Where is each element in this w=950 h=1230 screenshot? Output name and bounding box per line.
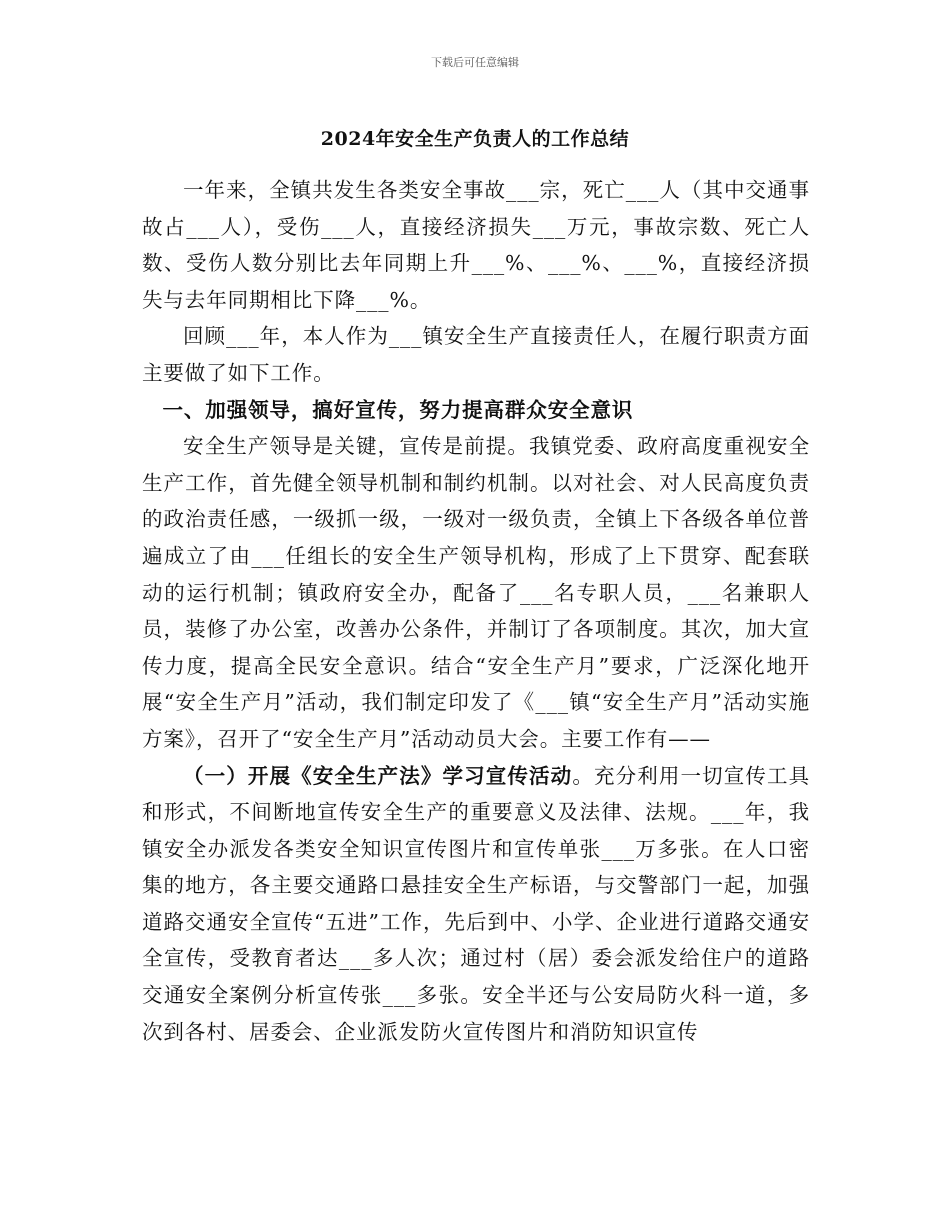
subsection-1-text: 。充分利用一切宣传工具和形式，不间断地宣传安全生产的重要意义及法律、法规。___年，我镇安全办派发各类安全知识宣传图片和宣传单张___万多张。在人口密集的地方，各主要交通路口悬挂安全生产标语，与交警部门一起，加强道路交通安全宣传“五进”工作，先后到中、小学、企业进行道路交通安全宣传，受教育者达___多人次；通过村（居）委会派发给住户的道路交通安全案例分析宣传张___多张。安全半还与公安局防火科一道，多次到各村、居委会、企业派发防火宣传图片和消防知识宣传 [142,763,810,1044]
subsection-heading-1: （一）开展《安全生产法》学习宣传活动 [183,763,573,788]
document-title: 2024年安全生产负责人的工作总结 [320,128,630,150]
paragraph-accident-summary: 一年来，全镇共发生各类安全事故___宗，死亡___人（其中交通事故占___人），受伤___人，直接经济损失___万元，事故宗数、死亡人数、受伤人数分别比去年同期上升___%、___%、___%，直接经济损失与去年同期相比下降___%。 [142,178,810,312]
paragraph-safety-law-activity [142,758,810,1051]
document-body [142,172,810,1050]
paragraph-review-intro: 回顾___年，本人作为___镇安全生产直接责任人，在履行职责方面主要做了如下工作。 [142,324,810,385]
paragraph-leadership-publicity: 安全生产领导是关键，宣传是前提。我镇党委、政府高度重视安全生产工作，首先健全领导机制和制约机制。以对社会、对人民高度负责的政治责任感，一级抓一级，一级对一级负责，全镇上下各级各单位普遍成立了由___任组长的安全生产领导机构，形成了上下贯穿、配套联动的运行机制；镇政府安全办，配备了___名专职人员，___名兼职人员，装修了办公室，改善办公条件，并制订了各项制度。其次，加大宣传力度，提高全民安全意识。结合“安全生产月”要求，广泛深化地开展“安全生产月”活动，我们制定印发了《___镇“安全生产月”活动实施方案》，召开了“安全生产月”活动动员大会。主要工作有—— [142,434,810,751]
section-heading-1: 一、加强领导，搞好宣传，努力提高群众安全意识 [162,397,634,422]
page-header-note: 下载后可任意编辑 [431,56,519,69]
